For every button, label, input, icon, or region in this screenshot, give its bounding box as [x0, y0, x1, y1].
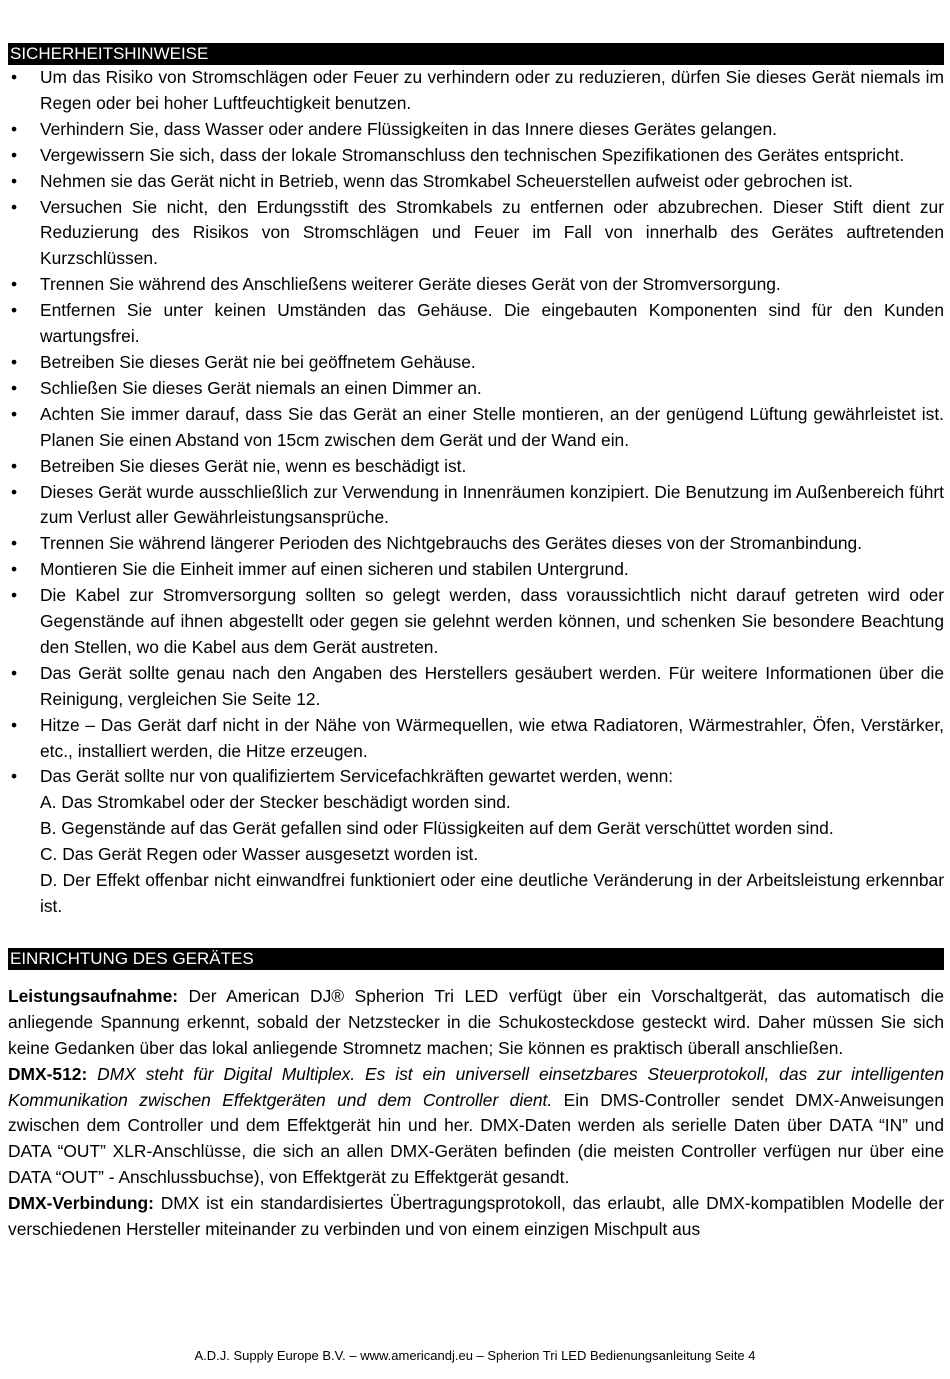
page-footer: A.D.J. Supply Europe B.V. – www.americandj.eu – Spherion Tri LED Bedienungsanleitung Seite 4 [194, 1348, 756, 1363]
safety-list-item [8, 480, 944, 532]
safety-list-item [8, 764, 944, 919]
bullet-icon: • [10, 67, 18, 87]
service-condition-item: D. Der Effekt offenbar nicht einwandfrei funktioniert oder eine deutliche Veränderung in der Arbeitsleistung erkennbar ist. [40, 870, 944, 916]
safety-list-item [8, 713, 944, 765]
safety-item-text: Dieses Gerät wurde ausschließlich zur Verwendung in Innenräumen konzipiert. Die Benutzung im Außenbereich führt zum Verlust aller Gewährleistungsansprüche. [40, 481, 944, 528]
bullet-icon: • [10, 118, 18, 139]
section-heading-safety: SICHERHEITSHINWEISE [8, 43, 944, 65]
bullet-icon: • [10, 196, 18, 217]
dmx-connection-label: DMX-Verbindung: [8, 1193, 154, 1214]
safety-list-item [8, 376, 944, 402]
safety-list-item [8, 583, 944, 661]
bullet-icon: • [10, 559, 18, 580]
section-heading-setup: EINRICHTUNG DES GERÄTES [8, 948, 944, 970]
bullet-icon: • [10, 351, 18, 372]
safety-list-item [8, 117, 944, 143]
safety-list-item [8, 402, 944, 454]
bullet-icon: • [10, 533, 18, 554]
safety-item-text: Trennen Sie während des Anschließens weiterer Geräte dieses Gerät von der Stromversorgung. [40, 274, 781, 295]
dmx-connection-text: DMX ist ein standardisiertes Übertragungsprotokoll, das erlaubt, alle DMX-kompatiblen Modelle der verschiedenen Hersteller miteinander zu verbinden und von einem einzigen Mischpult aus [8, 1193, 944, 1240]
document-page [8, 43, 944, 1243]
safety-item-text: Hitze – Das Gerät darf nicht in der Nähe von Wärmequellen, wie etwa Radiatoren, Wärmestrahler, Öfen, Verstärker, etc., installiert werden, die Hitze erzeugen. [40, 714, 944, 761]
safety-item-text: Das Gerät sollte genau nach den Angaben des Herstellers gesäubert werden. Für weitere Informationen über die Reinigung, vergleichen Sie Seite 12. [40, 662, 944, 709]
safety-list-item [8, 350, 944, 376]
dmx-connection-paragraph [8, 1191, 944, 1243]
power-paragraph [8, 984, 944, 1062]
safety-item-text: Betreiben Sie dieses Gerät nie bei geöffnetem Gehäuse. [40, 351, 476, 372]
safety-list-item [8, 557, 944, 583]
power-text: Der American DJ® Spherion Tri LED verfügt über ein Vorschaltgerät, das automatisch die anliegende Spannung erkennt, sobald der Netzstecker in die Schukosteckdose gesteckt wird. Daher müssen Sie sich keine Gedanken über das lokal anliegende Stromnetz machen; Sie können es praktisch überall anschließen. [8, 985, 944, 1058]
safety-list-item [8, 195, 944, 273]
safety-list-item [8, 661, 944, 713]
safety-item-text: Vergewissern Sie sich, dass der lokale Stromanschluss den technischen Spezifikationen des Gerätes entspricht. [40, 144, 905, 165]
safety-list-item [8, 65, 944, 117]
safety-item-text: Um das Risiko von Stromschlägen oder Feuer zu verhindern oder zu reduzieren, dürfen Sie dieses Gerät niemals im Regen oder bei hoher Luftfeuchtigkeit benutzen. [40, 67, 944, 113]
safety-list-item [8, 298, 944, 350]
safety-item-text: Schließen Sie dieses Gerät niemals an einen Dimmer an. [40, 377, 482, 398]
bullet-icon: • [10, 274, 18, 295]
dmx512-text: Ein DMS-Controller sendet DMX-Anweisungen zwischen dem Controller und dem Effektgerät hin und her. DMX-Daten werden als serielle Daten über DATA “IN” und DATA “OUT” XLR-Anschlüsse, die sich an allen DMX-Geräten befinden (die meisten Controller verfügen nur über eine DATA “OUT” - Anschlussbuchse), von Effektgerät zu Effektgerät gesandt. [8, 1089, 945, 1188]
bullet-icon: • [10, 481, 18, 502]
bullet-icon: • [10, 662, 18, 683]
safety-list-item [8, 272, 944, 298]
safety-list [8, 65, 944, 920]
bullet-icon: • [10, 300, 18, 321]
safety-item-text: Montieren Sie die Einheit immer auf einen sicheren und stabilen Untergrund. [40, 559, 629, 580]
safety-item-text: Die Kabel zur Stromversorgung sollten so gelegt werden, dass voraussichtlich nicht darauf getreten wird oder Gegenstände auf ihnen abgestellt oder gegen sie gelehnt werden können, und schenken Sie besondere Beachtung den Stellen, wo die Kabel aus dem Gerät austreten. [40, 585, 944, 657]
dmx512-paragraph [8, 1062, 944, 1192]
safety-item-text: Betreiben Sie dieses Gerät nie, wenn es beschädigt ist. [40, 455, 467, 476]
safety-item-text: Nehmen sie das Gerät nicht in Betrieb, wenn das Stromkabel Scheuerstellen aufweist oder gebrochen ist. [40, 170, 853, 191]
safety-item-text: Verhindern Sie, dass Wasser oder andere Flüssigkeiten in das Innere dieses Gerätes gelangen. [40, 118, 777, 139]
service-condition-item: B. Gegenstände auf das Gerät gefallen sind oder Flüssigkeiten auf dem Gerät verschüttet worden sind. [40, 818, 834, 839]
safety-item-text: Trennen Sie während längerer Perioden des Nichtgebrauchs des Gerätes dieses von der Stromanbindung. [40, 533, 863, 554]
safety-list-item [8, 143, 944, 169]
bullet-icon: • [10, 714, 18, 735]
safety-item-text: Versuchen Sie nicht, den Erdungsstift des Stromkabels zu entfernen oder abzubrechen. Dieser Stift dient zur Reduzierung des Risikos von Stromschlägen und Feuer im Fall von innerhalb des Gerätes auftretenden Kurzschlüssen. [40, 196, 944, 269]
bullet-icon: • [10, 585, 18, 606]
bullet-icon: • [10, 144, 18, 165]
bullet-icon: • [10, 377, 18, 398]
service-condition-item: C. Das Gerät Regen oder Wasser ausgesetzt worden ist. [40, 844, 479, 865]
dmx512-italic-text: DMX steht für Digital Multiplex. Es ist ein universell einsetzbares Steuerprotokoll, das zur intelligenten Kommunikation zwischen Effektgeräten und dem Controller dient. [8, 1063, 944, 1110]
safety-item-text: Entfernen Sie unter keinen Umständen das Gehäuse. Die eingebauten Komponenten sind für den Kunden wartungsfrei. [40, 300, 944, 347]
bullet-icon: • [10, 455, 18, 476]
safety-list-item [8, 169, 944, 195]
dmx512-label: DMX-512: [8, 1063, 88, 1084]
safety-list-item [8, 531, 944, 557]
safety-item-text: Das Gerät sollte nur von qualifiziertem Servicefachkräften gewartet werden, wenn: [40, 766, 674, 787]
power-label: Leistungsaufnahme: [8, 985, 179, 1006]
safety-item-text: Achten Sie immer darauf, dass Sie das Gerät an einer Stelle montieren, an der genügend Lüftung gewährleistet ist. Planen Sie einen Abstand von 15cm zwischen dem Gerät und der Wand ein. [40, 403, 944, 450]
bullet-icon: • [10, 766, 18, 787]
service-condition-item: A. Das Stromkabel oder der Stecker beschädigt worden sind. [40, 792, 511, 813]
safety-list-item [8, 454, 944, 480]
bullet-icon: • [10, 403, 18, 424]
bullet-icon: • [10, 170, 18, 191]
